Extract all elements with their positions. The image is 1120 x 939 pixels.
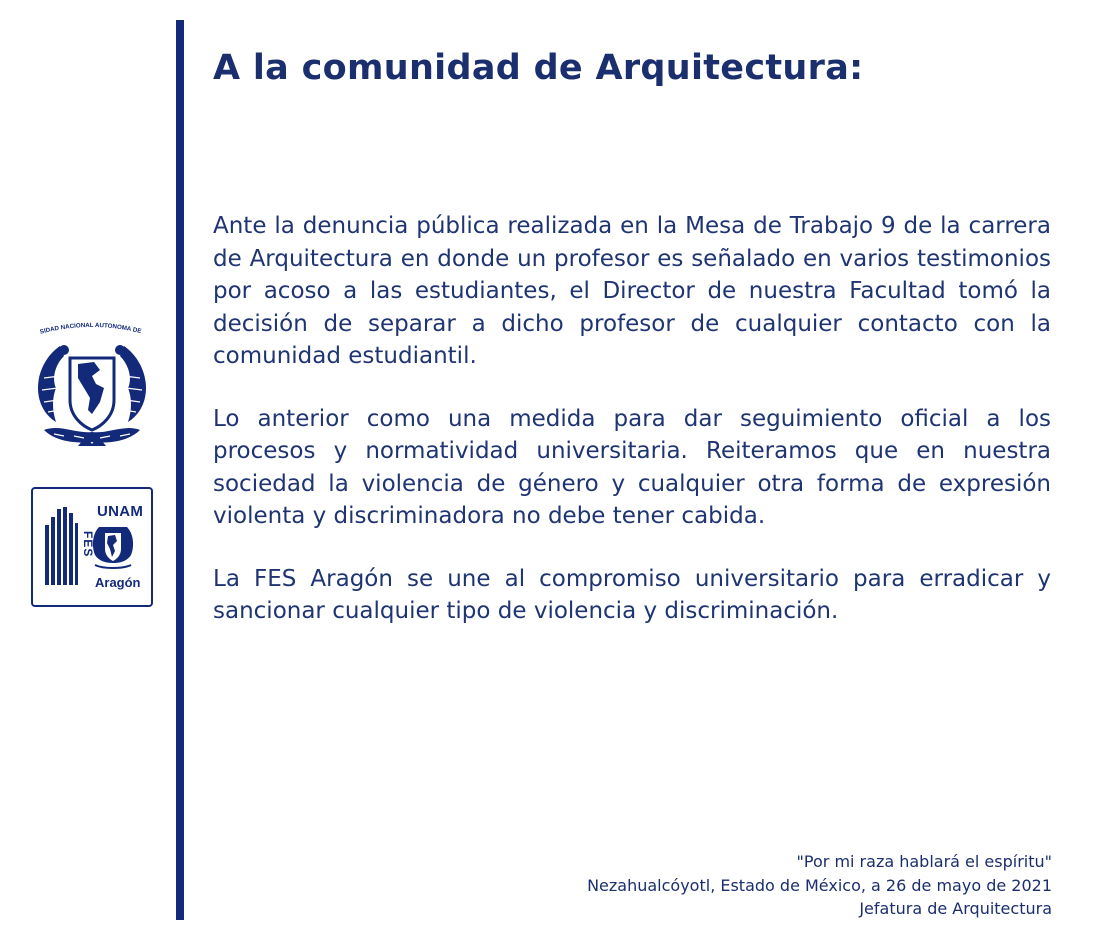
page-title: A la comunidad de Arquitectura: (213, 48, 864, 88)
paragraph-3: La FES Aragón se une al compromiso universitario para erradicar y sancionar cualquier tipo de violencia y discriminación. (213, 565, 1051, 624)
paragraph-1: Ante la denuncia pública realizada en la Mesa de Trabajo 9 de la carrera de Arquitectura en donde un profesor es señalado en varios testimonios por acoso a las estudiantes, el Director de nuestra Facultad tomó la decisión de separar a dicho profesor de cualquier contacto con la comunidad estudiantil. (213, 213, 1051, 369)
vertical-divider-bar (176, 20, 184, 920)
fes-aragon-logo-icon (31, 487, 153, 607)
office-name: Jefatura de Arquitectura (859, 899, 1052, 918)
place-date: Nezahualcóyotl, Estado de México, a 26 de mayo de 2021 (587, 875, 1052, 895)
unam-seal-icon (30, 318, 154, 452)
fes-fes-label: FES (81, 531, 95, 558)
fes-aragon-label: Aragón (95, 575, 141, 590)
signature-block (587, 850, 1052, 921)
fes-unam-label: UNAM (97, 503, 144, 520)
paragraph-2: Lo anterior como una medida para dar seguimiento oficial a los procesos y normatividad universitaria. Reiteramos que en nuestra sociedad la violencia de género y cualquier otra forma de expresión violenta y discriminadora no debe tener cabida. (213, 405, 1051, 529)
seal-text: SIDAD NACIONAL AUTONOMA DE (39, 321, 143, 336)
motto: "Por mi raza hablará el espíritu" (796, 852, 1052, 871)
statement-body (213, 210, 1051, 628)
